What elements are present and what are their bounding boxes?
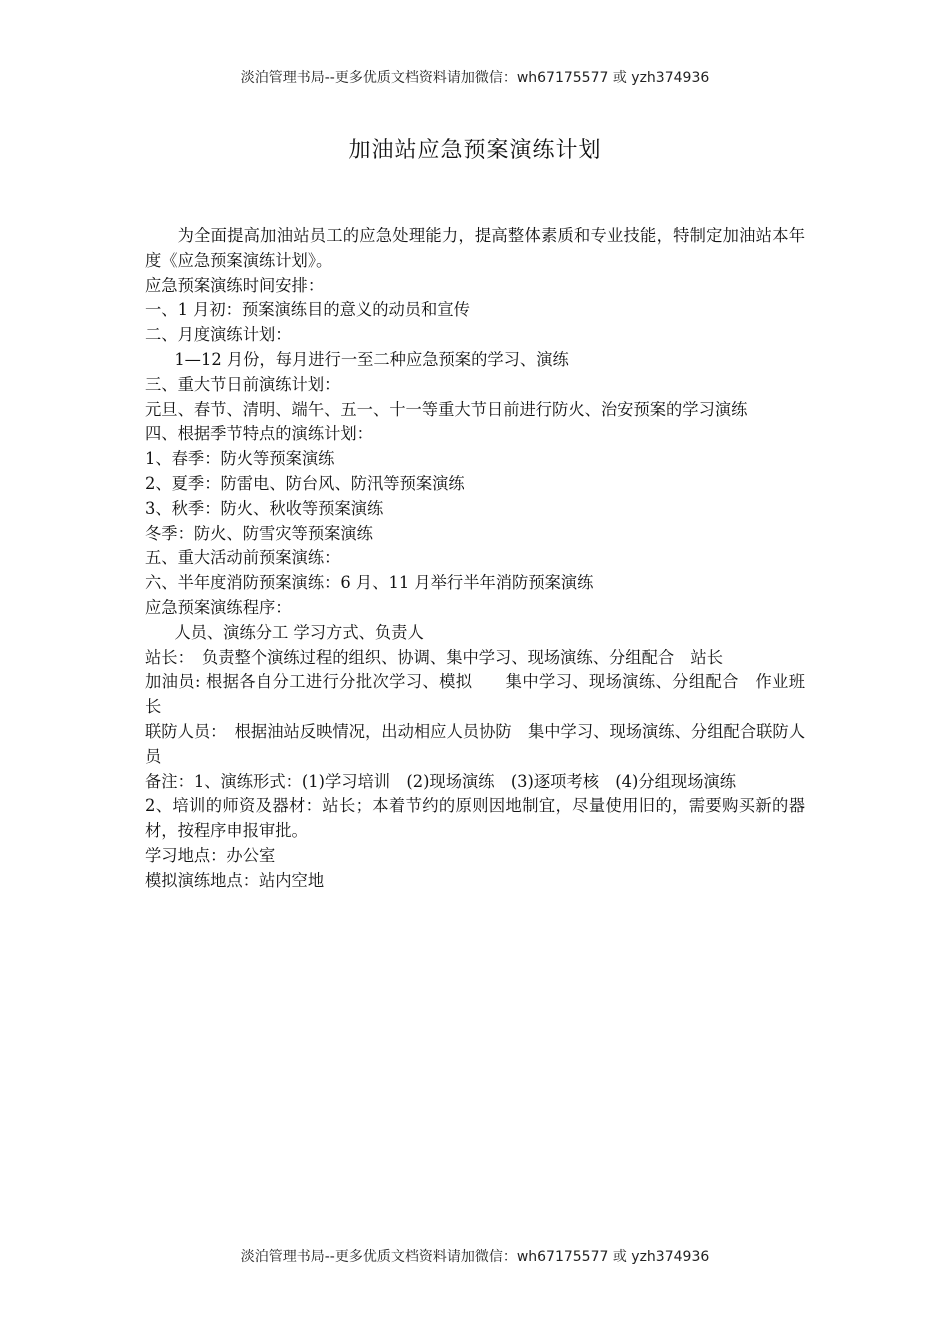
document-body [145, 224, 805, 894]
remark-forms: 备注：1、演练形式：(1)学习培训 (2)现场演练 (3)逐项考核 (4)分组现场演练 [145, 771, 737, 791]
season-summer: 2、夏季：防雷电、防台风、防汛等预案演练 [145, 473, 465, 493]
section-heading-procedure: 应急预案演练程序： [145, 597, 292, 617]
remark-equipment: 2、培训的师资及器材：站长；本着节约的原则因地制宜，尽量使用旧的，需要购买新的器材，按程序申报审批。 [145, 796, 805, 841]
season-autumn: 3、秋季：防火、秋收等预案演练 [145, 498, 384, 518]
section-heading-schedule: 应急预案演练时间安排： [145, 275, 325, 295]
schedule-item-6: 六、半年度消防预案演练：6 月、11 月举行半年消防预案演练 [145, 573, 594, 593]
schedule-item-2: 二、月度演练计划： [145, 325, 292, 345]
schedule-item-2-detail: 1—12 月份，每月进行一至二种应急预案的学习、演练 [174, 349, 569, 369]
study-location: 学习地点：办公室 [145, 845, 276, 865]
document-title: 加油站应急预案演练计划 [348, 138, 602, 163]
season-winter: 冬季：防火、防雪灾等预案演练 [145, 523, 373, 543]
schedule-item-4: 四、根据季节特点的演练计划： [145, 424, 373, 444]
schedule-item-3-detail: 元旦、春节、清明、端午、五一、十一等重大节日前进行防火、治安预案的学习演练 [145, 399, 748, 419]
schedule-item-5: 五、重大活动前预案演练： [145, 548, 341, 568]
page-footer: 淡泊管理书局--更多优质文档资料请加微信：wh67175577 或 yzh374936 [240, 1249, 710, 1265]
schedule-item-3: 三、重大节日前演练计划： [145, 374, 341, 394]
schedule-item-1: 一、1 月初：预案演练目的意义的动员和宣传 [145, 300, 470, 320]
procedure-row-security: 联防人员： 根据油站反映情况，出动相应人员协防 集中学习、现场演练、分组配合联防人员 [145, 721, 805, 766]
page-header: 淡泊管理书局--更多优质文档资料请加微信：wh67175577 或 yzh374936 [240, 70, 710, 86]
procedure-columns: 人员、演练分工 学习方式、负责人 [174, 622, 424, 642]
procedure-row-attendant: 加油员: 根据各自分工进行分批次学习、模拟 集中学习、现场演练、分组配合 作业班长 [145, 672, 805, 717]
season-spring: 1、春季：防火等预案演练 [145, 449, 335, 469]
intro-paragraph: 为全面提高加油站员工的应急处理能力，提高整体素质和专业技能，特制定加油站本年度《应急预案演练计划》。 [145, 226, 805, 270]
procedure-row-station-master: 站长： 负责整个演练过程的组织、协调、集中学习、现场演练、分组配合 站长 [145, 647, 723, 667]
drill-location: 模拟演练地点：站内空地 [145, 870, 325, 890]
